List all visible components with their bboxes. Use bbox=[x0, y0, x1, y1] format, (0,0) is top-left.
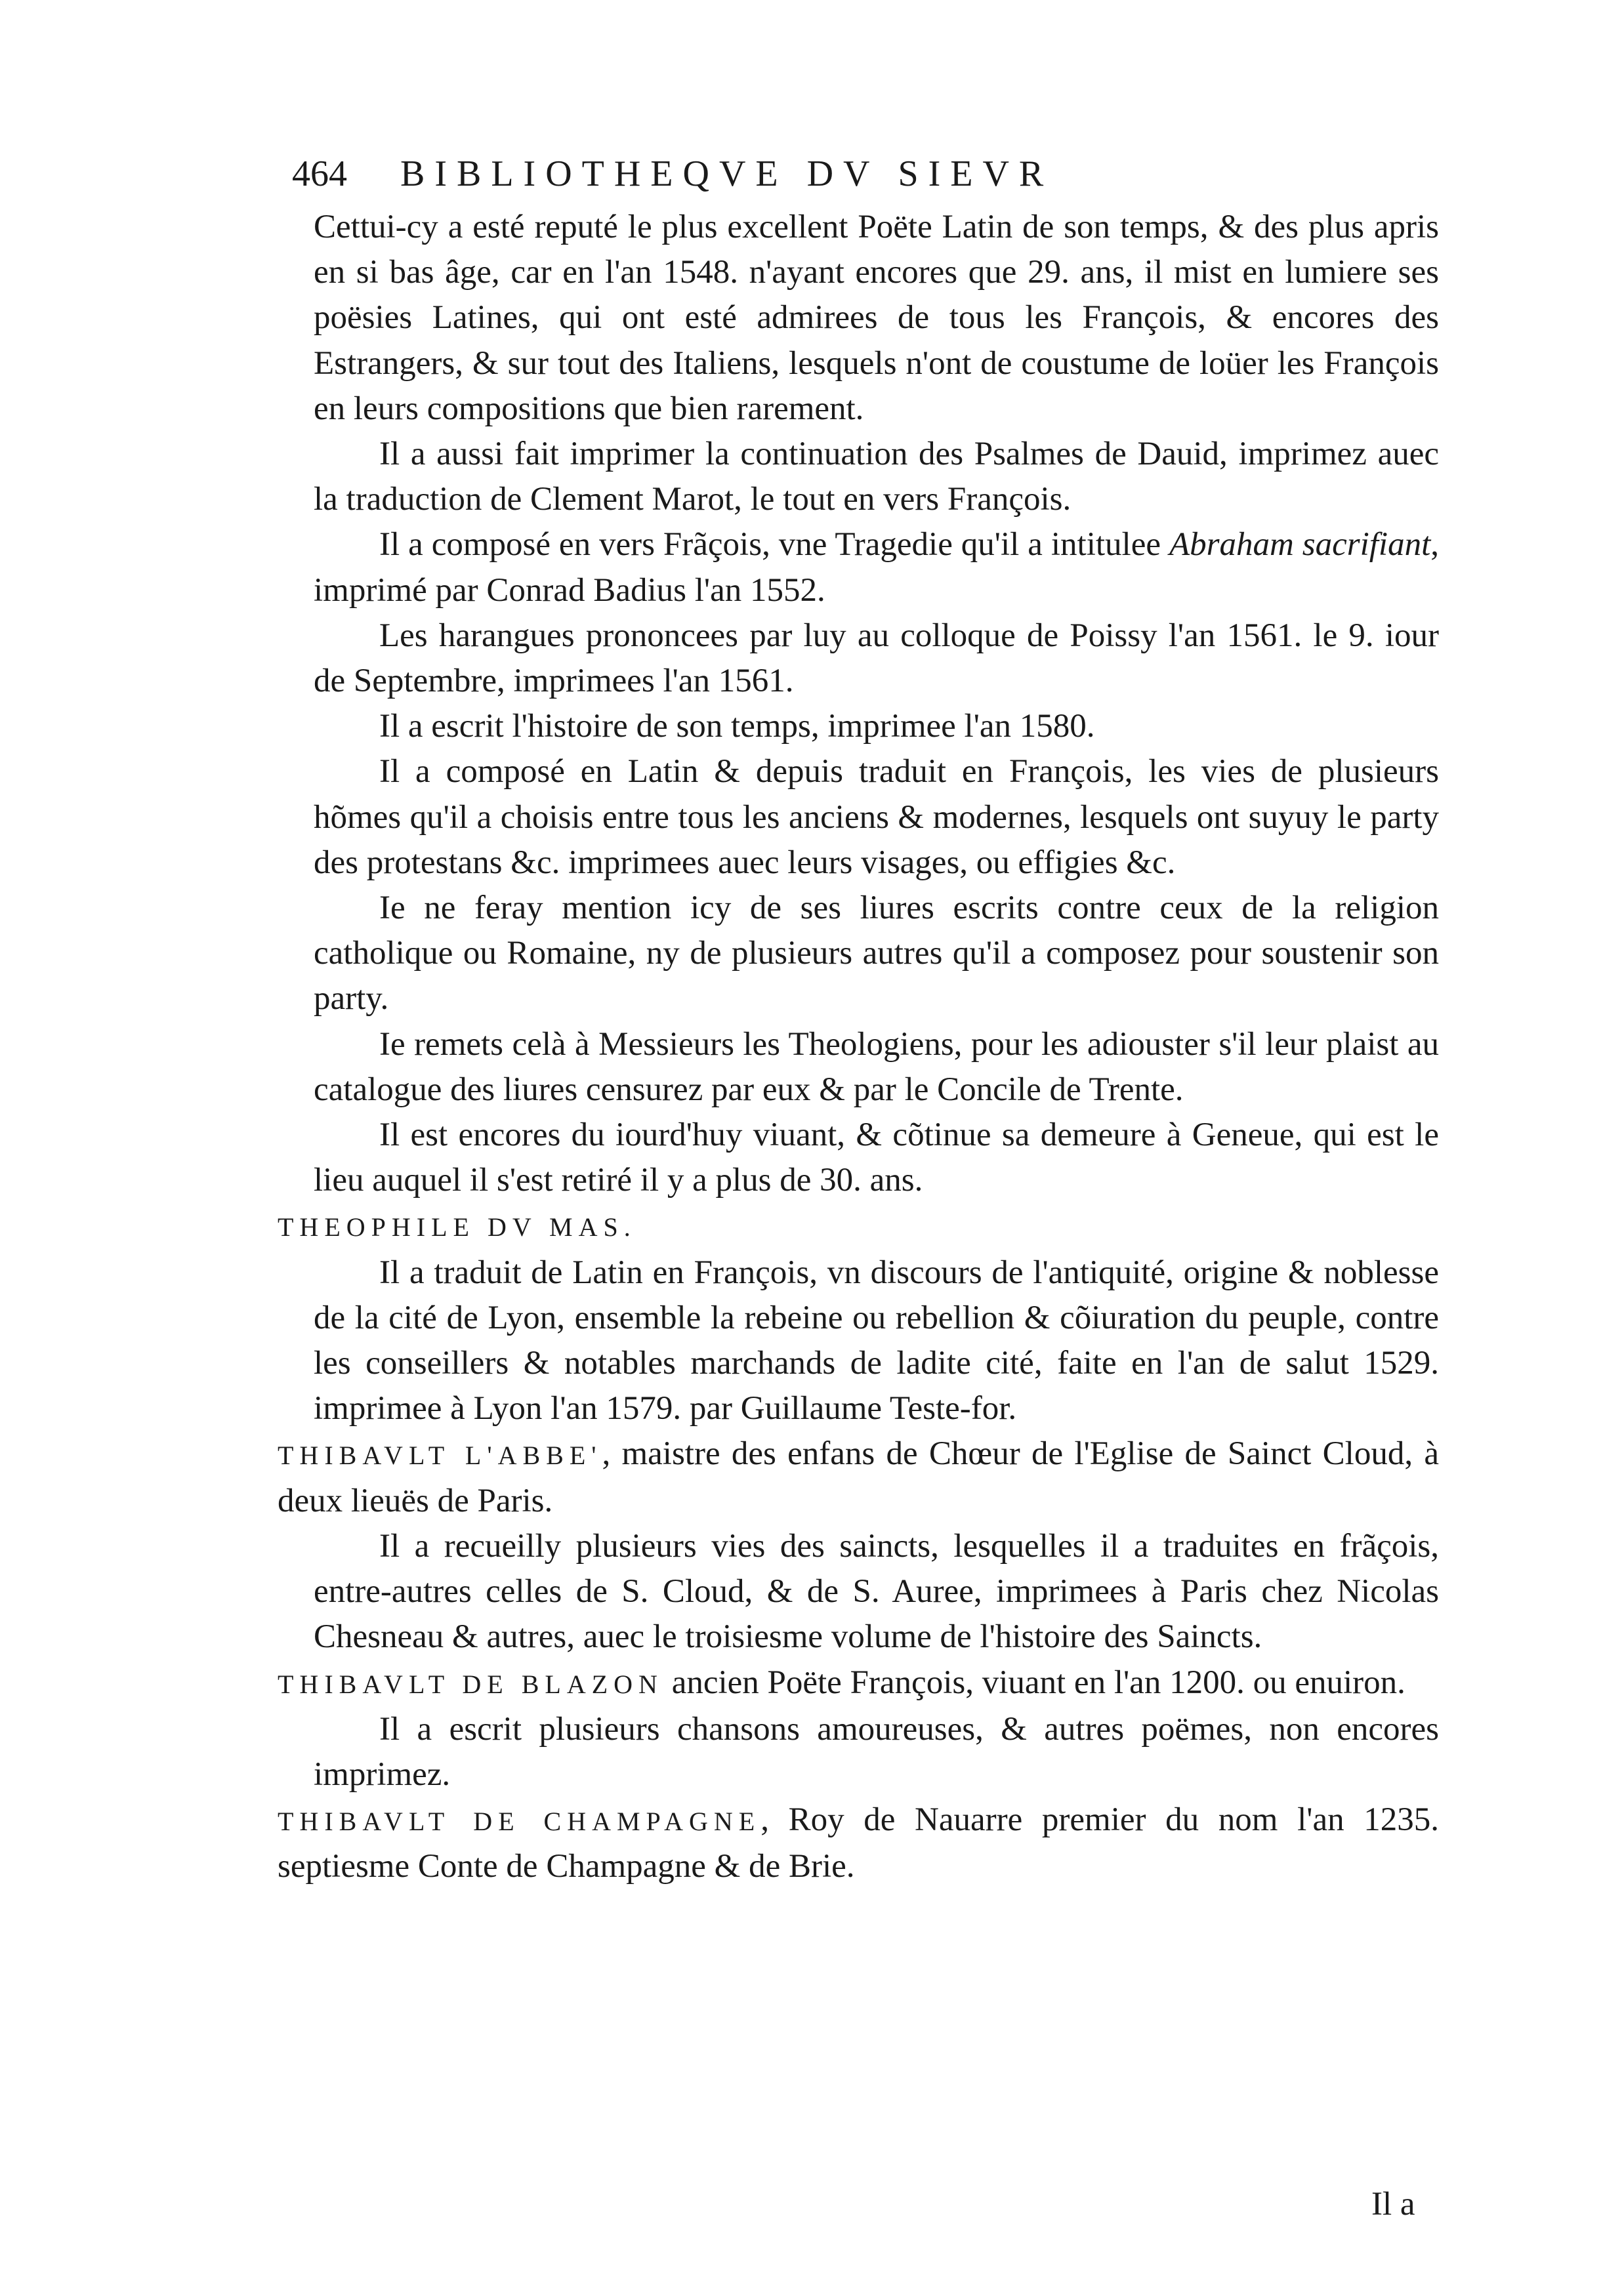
paragraph-3 bbox=[314, 522, 1439, 613]
paragraph-4: Les harangues prononcees par luy au colloque de Poissy l'an 1561. le 9. iour de Septembre, imprimees l'an 1561. bbox=[314, 617, 1439, 700]
paragraph-5: Il a escrit l'histoire de son temps, imprimee l'an 1580. bbox=[379, 708, 1095, 745]
paragraph-6: Il a composé en Latin & depuis traduit en François, les vies de plusieurs hõmes qu'il a choisis entre tous les anciens & modernes, lesquels ont suyuy le party des protestans &c. imprimees auec leurs visages, ou effigies &c. bbox=[314, 753, 1439, 881]
page-number: 464 bbox=[292, 154, 347, 194]
entry-name-theophile: THEOPHILE DV MAS. bbox=[278, 1212, 636, 1242]
paragraph-8: Ie remets celà à Messieurs les Theologiens, pour les adiouster s'il leur plaist au catalogue des liures censurez par eux & par le Concile de Trente. bbox=[314, 1025, 1439, 1108]
paragraph-1: Cettui-cy a esté reputé le plus excellent Poëte Latin de son temps, & des plus apris en si bas âge, car en l'an 1548. n'ayant encores que 29. ans, il mist en lumiere ses poësies Latines, qui ont esté admirees de tous les François, & encores des Estrangers, & sur tout des Italiens, lesquels n'ont de coustume de loüer les François en leurs compositions que bien rarement. bbox=[314, 209, 1439, 427]
catchword: Il a bbox=[1371, 2186, 1415, 2223]
entry-heading-champagne bbox=[278, 1797, 1439, 1889]
entry-text-theophile: Il a traduit de Latin en François, vn discours de l'antiquité, origine & noblesse de la cité de Lyon, ensemble la rebeine ou rebellion & cõiuration du peuple, contre les conseillers & notables marchands de ladite cité, faite en l'an de salut 1529. imprimee à Lyon l'an 1579. par Guillaume Teste-for. bbox=[314, 1254, 1439, 1427]
body-text bbox=[278, 205, 1440, 1890]
running-title: BIBLIOTHEQVE DV SIEVR bbox=[400, 154, 1054, 194]
entry-desc-abbe: , maistre des enfans de Chœur de l'Eglise de Sainct Cloud, à deux lieuës de Paris. bbox=[278, 1435, 1440, 1519]
entry-heading-abbe bbox=[278, 1431, 1439, 1523]
entry-desc-champagne: , Roy de Nauarre premier du nom l'an 1235. septiesme Conte de Champagne & de Brie. bbox=[278, 1801, 1439, 1885]
tragedy-title: Abraham sacrifiant bbox=[1169, 526, 1431, 564]
paragraph-3-text: Il a composé en vers Frãçois, vne Tragedie qu'il a intitulee bbox=[379, 526, 1169, 564]
entry-heading-theophile bbox=[278, 1203, 1439, 1250]
paragraph-2: Il a aussi fait imprimer la continuation des Psalmes de Dauid, imprimez auec la traduction de Clement Marot, le tout en vers François. bbox=[314, 436, 1439, 518]
paragraph-7: Ie ne feray mention icy de ses liures escrits contre ceux de la religion catholique ou Romaine, ny de plusieurs autres qu'il a composez pour soustenir son party. bbox=[314, 890, 1439, 1017]
entry-desc-blazon: ancien Poëte François, viuant en l'an 1200. ou enuiron. bbox=[663, 1664, 1405, 1701]
entry-text-abbe: Il a recueilly plusieurs vies des saincts, lesquelles il a traduites en frãçois, entre-autres celles de S. Cloud, & de S. Auree, imprimees à Paris chez Nicolas Chesneau & autres, auec le troisiesme volume de l'histoire des Saincts. bbox=[314, 1527, 1439, 1656]
entry-name-blazon: THIBAVLT DE BLAZON bbox=[278, 1669, 663, 1699]
entry-text-blazon: Il a escrit plusieurs chansons amoureuses, & autres poëmes, non encores imprimez. bbox=[314, 1710, 1439, 1793]
entry-heading-blazon bbox=[278, 1660, 1439, 1707]
entry-name-champagne: THIBAVLT DE CHAMPAGNE bbox=[278, 1807, 761, 1837]
paragraph-9: Il est encores du iourd'huy viuant, & cõtinue sa demeure à Geneue, qui est le lieu auquel il s'est retiré il y a plus de 30. ans. bbox=[314, 1117, 1439, 1199]
page-header bbox=[292, 148, 1289, 200]
entry-name-abbe: THIBAVLT L'ABBE' bbox=[278, 1441, 602, 1471]
tragedy-imprint: , imprimé par Conrad Badius l'an 1552. bbox=[314, 526, 1439, 609]
